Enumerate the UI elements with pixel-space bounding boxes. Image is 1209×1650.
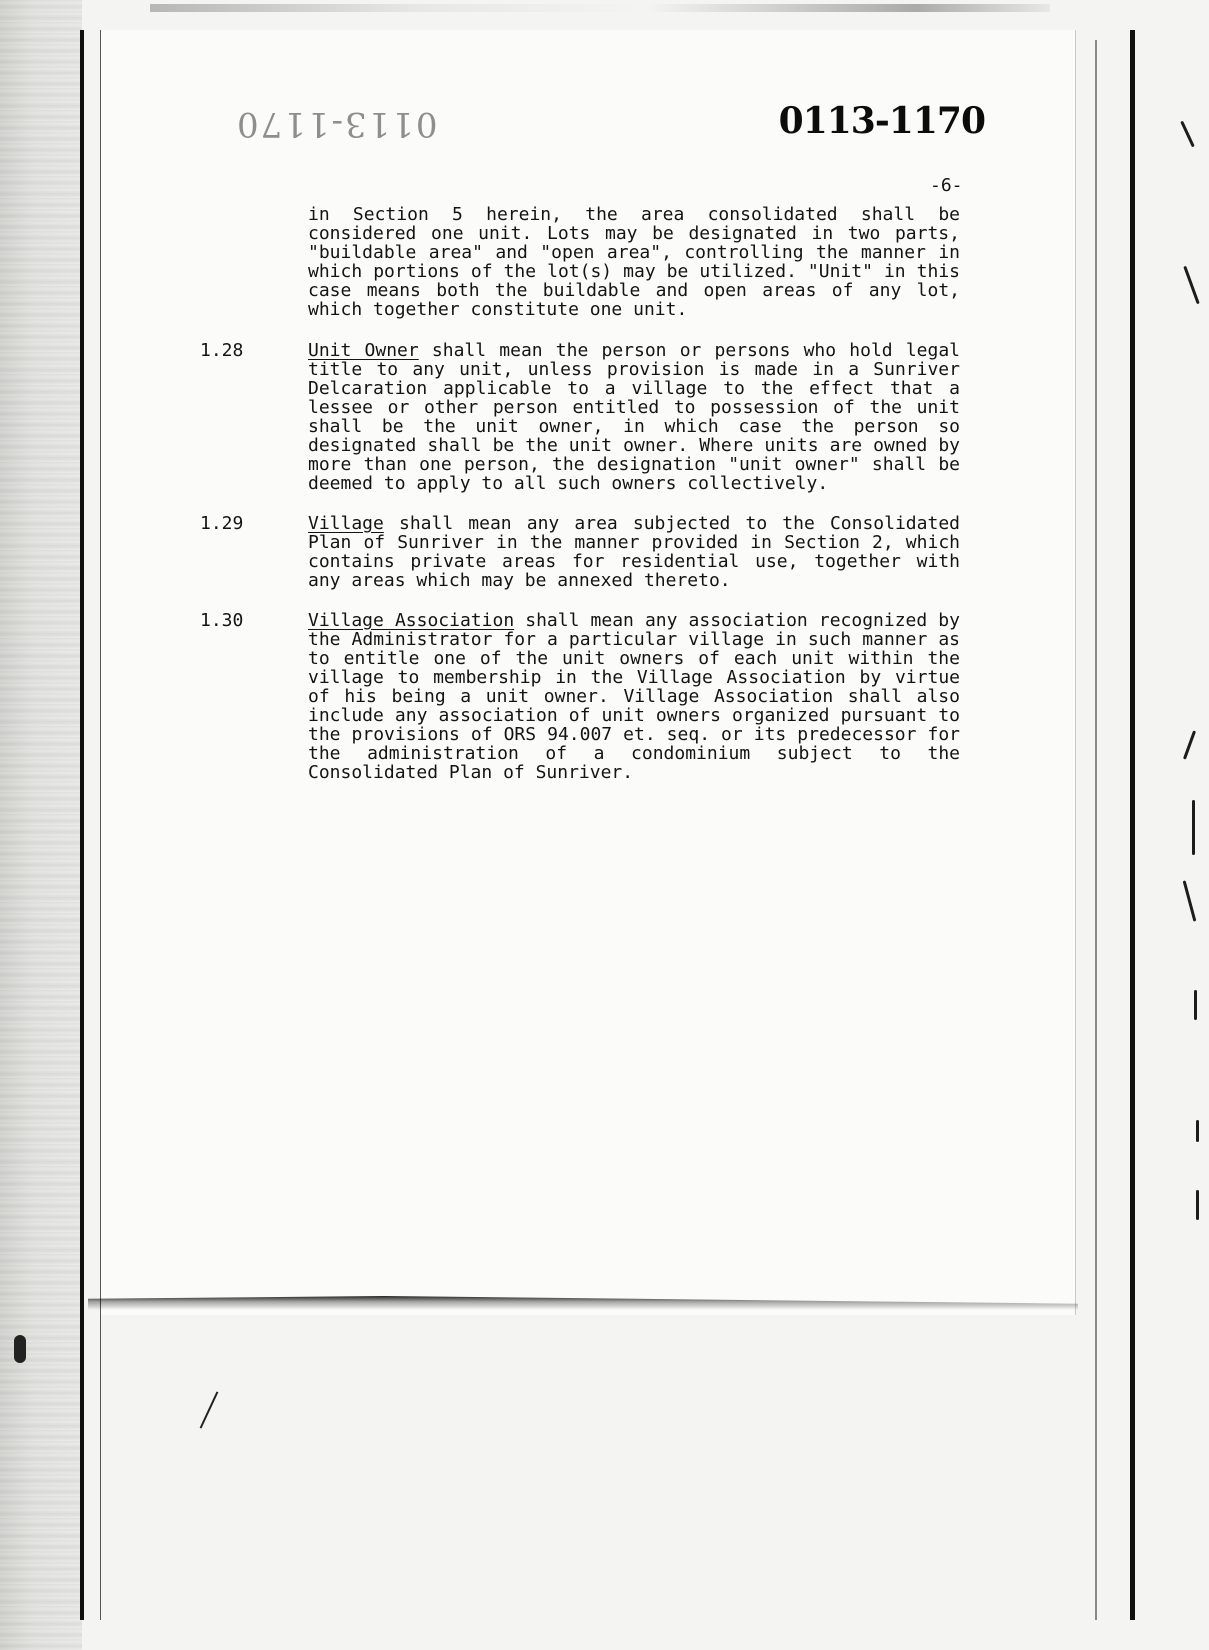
- section-1-30: [200, 611, 960, 782]
- section-body: [308, 611, 960, 782]
- section-number: 1.30: [200, 610, 244, 631]
- document-number: 0113-1170: [778, 100, 985, 142]
- section-number: 1.28: [200, 340, 244, 361]
- section-body: [308, 341, 960, 493]
- stray-pen-mark: [200, 1391, 219, 1428]
- document-body: [200, 205, 960, 803]
- section-number: 1.29: [200, 513, 244, 534]
- continuation-paragraph: [200, 205, 960, 319]
- scan-border-left: [80, 30, 84, 1620]
- page-number: -6-: [930, 175, 963, 196]
- defined-term: Unit Owner: [308, 340, 419, 361]
- defined-term: Village Association: [308, 610, 515, 631]
- scan-border-right-inner: [1095, 40, 1097, 1620]
- continuation-text: in Section 5 herein, the area consolidated shall be considered one unit. Lots may be designated in two parts, "buildable area" and "open area", controlling the manner in which portions of the lot(s) may be utilized. "Unit" in this case means both the buildable and open areas of any lot, which together constitute one unit.: [308, 204, 960, 320]
- section-1-29: [200, 514, 960, 590]
- scan-border-left-inner: [100, 30, 101, 1620]
- definition-text: shall mean the person or persons who hold legal title to any unit, unless provision is made in a Sunriver Delcaration applicable to a village to the effect that a lessee or other person entitled to possession of the unit shall be the unit owner, in which case the person so designated shall be the unit owner. Where units are owned by more than one person, the designation "unit owner" shall be deemed to apply to all such owners collectively.: [308, 340, 960, 494]
- stray-left-mark: [14, 1335, 26, 1363]
- scan-edge-left: [0, 0, 82, 1650]
- defined-term: Village: [308, 513, 384, 534]
- scan-border-right: [1130, 30, 1135, 1620]
- section-body: [308, 514, 960, 590]
- definition-text: shall mean any association recognized by the Administrator for a particular village in such manner as to entitle one of the unit owners of each unit within the village to membership in the Village Association by virtue of his being a unit owner. Village Association shall also include any association of unit owners organized pursuant to the provisions of ORS 94.007 et. seq. or its predecessor for the administration of a condominium subject to the Consolidated Plan of Sunriver.: [308, 610, 960, 783]
- document-header: [235, 100, 985, 150]
- definition-text: shall mean any area subjected to the Consolidated Plan of Sunriver in the manner provided in Section 2, which contains private areas for residential use, together with any areas which may be annexed thereto.: [308, 513, 960, 591]
- scan-top-smudge: [150, 4, 1050, 12]
- bleed-through-number: 0113-1170: [235, 104, 438, 144]
- section-1-28: [200, 341, 960, 493]
